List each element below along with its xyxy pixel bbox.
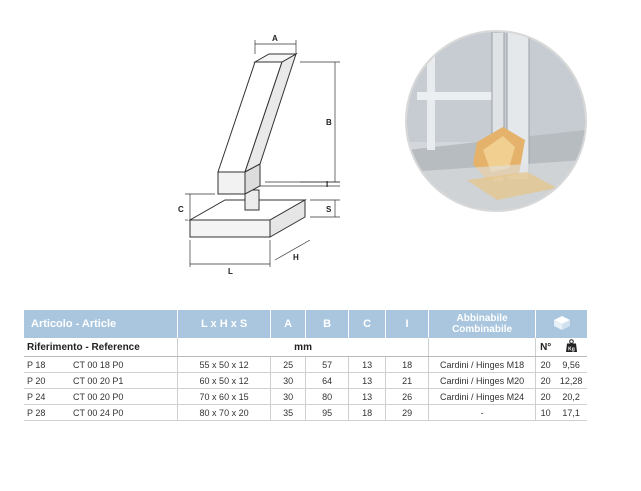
dim-label-s: S	[326, 205, 332, 214]
cell-b: 57	[306, 357, 349, 373]
cell-combinable: Cardini / Hinges M18	[429, 357, 536, 373]
cell-weight: 20,2	[555, 389, 587, 405]
technical-drawing	[150, 22, 360, 282]
table-subheader-row	[24, 338, 587, 357]
header-combinable-en: Combinabile	[452, 324, 513, 335]
cell-i: 29	[386, 405, 429, 421]
cell-a: 25	[271, 357, 306, 373]
cell-weight: 17,1	[555, 405, 587, 421]
subheader-unit: mm	[178, 338, 429, 357]
kg-weight-icon	[566, 339, 577, 352]
header-b: B	[306, 310, 349, 338]
cell-qty: 20	[536, 389, 556, 405]
cell-b: 80	[306, 389, 349, 405]
application-photo	[405, 30, 587, 212]
kg-weight-icon-label: Kg	[567, 346, 575, 352]
cell-a: 35	[271, 405, 306, 421]
cell-b: 64	[306, 373, 349, 389]
cell-c: 18	[349, 405, 386, 421]
cell-qty: 20	[536, 373, 556, 389]
header-dims: L x H x S	[178, 310, 271, 338]
cell-article: P 18	[24, 357, 70, 373]
subheader-qty: N°	[536, 338, 556, 357]
table-row	[24, 389, 587, 405]
cell-article: P 24	[24, 389, 70, 405]
cell-dims: 80 x 70 x 20	[178, 405, 271, 421]
cell-b: 95	[306, 405, 349, 421]
header-c: C	[349, 310, 386, 338]
cell-article: P 20	[24, 373, 70, 389]
table-row	[24, 373, 587, 389]
cell-c: 13	[349, 373, 386, 389]
base-plate-front	[190, 220, 270, 237]
dim-label-h: H	[293, 253, 299, 262]
dim-label-i: I	[326, 180, 329, 189]
cell-article: P 28	[24, 405, 70, 421]
cell-reference: CT 00 24 P0	[70, 405, 178, 421]
cell-weight: 12,28	[555, 373, 587, 389]
cell-reference: CT 00 20 P1	[70, 373, 178, 389]
subheader-empty	[429, 338, 536, 357]
cell-dims: 60 x 50 x 12	[178, 373, 271, 389]
cell-i: 21	[386, 373, 429, 389]
cell-combinable: -	[429, 405, 536, 421]
cell-c: 13	[349, 357, 386, 373]
cell-reference: CT 00 20 P0	[70, 389, 178, 405]
table-row	[24, 357, 587, 373]
cell-dims: 55 x 50 x 12	[178, 357, 271, 373]
cell-weight: 9,56	[555, 357, 587, 373]
block-bottom	[218, 172, 245, 194]
header-combinable-it: Abbinabile	[456, 313, 508, 324]
header-a: A	[271, 310, 306, 338]
cell-c: 13	[349, 389, 386, 405]
cell-combinable: Cardini / Hinges M20	[429, 373, 536, 389]
dim-label-c: C	[178, 205, 184, 214]
subheader-reference: Riferimento - Reference	[24, 338, 178, 357]
dim-label-b: B	[326, 118, 332, 127]
header-package	[536, 310, 587, 338]
table-row	[24, 405, 587, 421]
cell-reference: CT 00 18 P0	[70, 357, 178, 373]
dim-label-l: L	[228, 267, 233, 276]
header-article: Articolo - Article	[24, 310, 178, 338]
cell-i: 26	[386, 389, 429, 405]
box-icon	[552, 315, 572, 331]
cell-qty: 20	[536, 357, 556, 373]
header-i: I	[386, 310, 429, 338]
specification-table	[24, 310, 587, 421]
cell-a: 30	[271, 373, 306, 389]
table-header-row	[24, 310, 587, 338]
cell-a: 30	[271, 389, 306, 405]
cell-dims: 70 x 60 x 15	[178, 389, 271, 405]
cell-i: 18	[386, 357, 429, 373]
cell-qty: 10	[536, 405, 556, 421]
subheader-weight	[555, 338, 587, 357]
header-combinable	[429, 310, 536, 338]
dim-label-a: A	[272, 34, 278, 43]
cell-combinable: Cardini / Hinges M24	[429, 389, 536, 405]
